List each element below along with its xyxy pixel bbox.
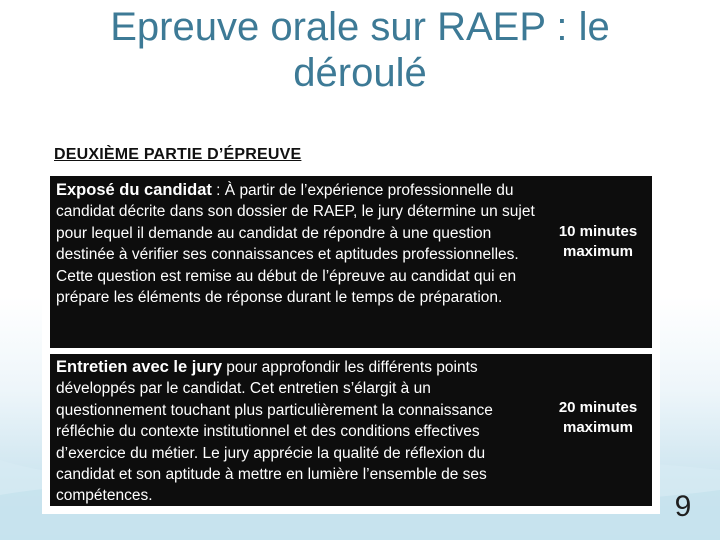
row-description bbox=[56, 357, 540, 507]
row-body-text: : À partir de l’expérience professionnelle du candidat décrite dans son dossier de RAEP, le jury détermine un sujet pour lequel il demande au candidat de répondre à une question destinée à vérifier ses connaissances et aptitudes professionnelles. Cette question est remise au début de l’épreuve au candidat qui en prépare les éléments de réponse durant le temps de préparation. bbox=[56, 182, 535, 307]
slide-title: Epreuve orale sur RAEP : le déroulé bbox=[110, 5, 610, 95]
row-duration: 10 minutes maximum bbox=[558, 223, 638, 260]
row-lead-label: Exposé du candidat bbox=[56, 181, 212, 199]
page-number: 9 bbox=[674, 490, 692, 523]
row-body-text: pour approfondir les différents points développés par le candidat. Cet entretien s’élargit à un questionnement touchant plus particulièrement la connaissance réfléchie du contexte institutionnel et des conditions effectives d’exercice du métier. Le jury apprécie la qualité de réflexion du candidat et son aptitude à mettre en lumière l’ensemble de ses compétences. bbox=[56, 359, 493, 505]
row-duration: 20 minutes maximum bbox=[558, 399, 638, 436]
table-row bbox=[50, 176, 652, 348]
content-panel bbox=[42, 126, 660, 514]
row-lead-label: Entretien avec le jury bbox=[56, 358, 222, 376]
table-row bbox=[50, 354, 652, 506]
row-description bbox=[56, 180, 540, 308]
part-heading: DEUXIÈME PARTIE D’ÉPREUVE bbox=[54, 146, 302, 163]
